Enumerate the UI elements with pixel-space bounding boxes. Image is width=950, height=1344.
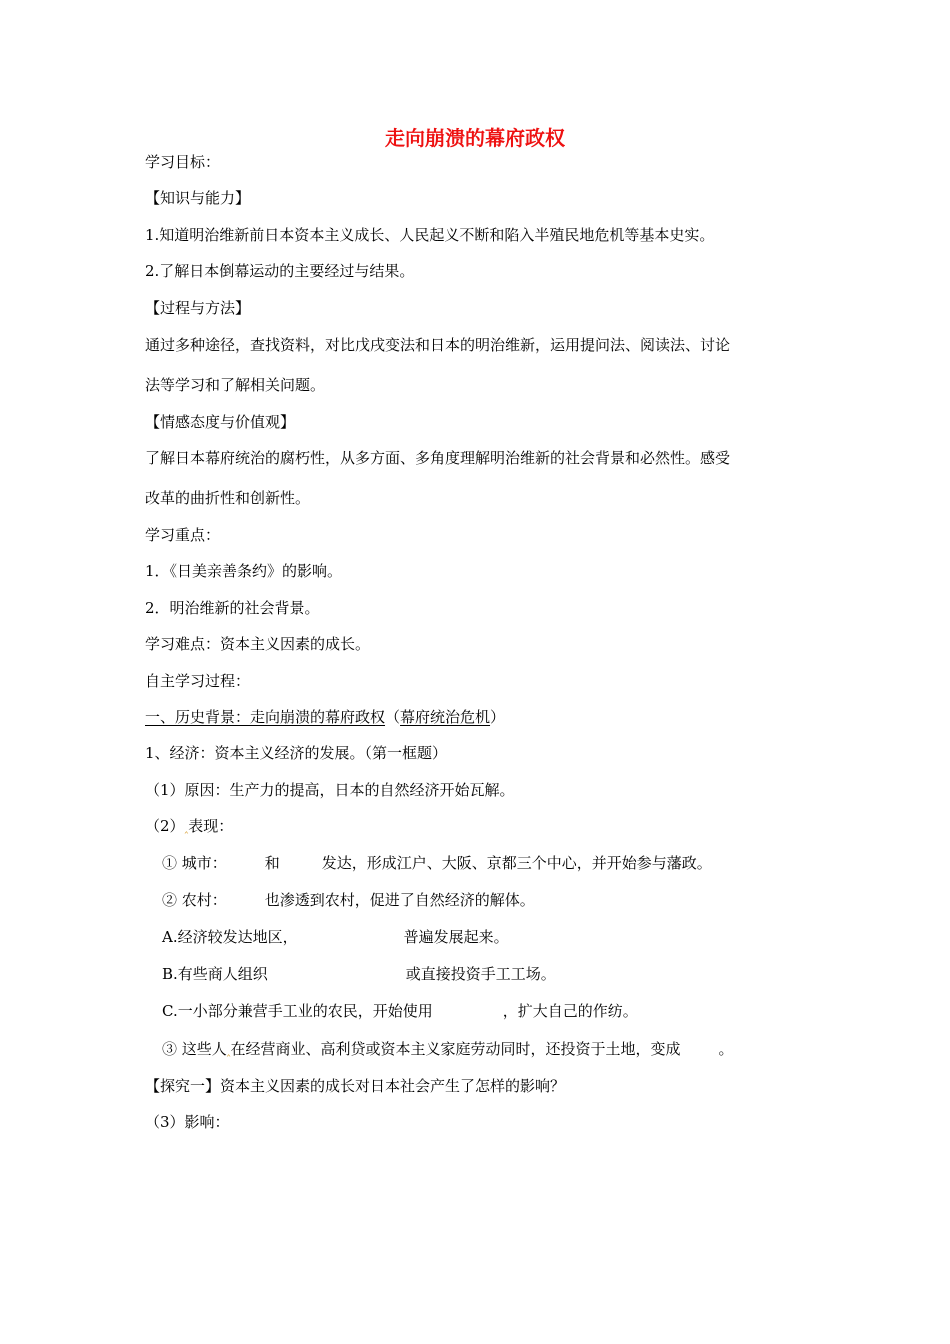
people-middle: 在经营商业、高利贷或资本主义家庭劳动同时，还投资于土地，变成 [230,1040,681,1058]
attitude-heading: 【情感态度与价值观】 [145,413,296,431]
process-line-1: 通过多种途径，查找资料，对比戊戌变法和日本的明治维新，运用提问法、阅读法、讨论 [145,336,731,354]
insert-mark-icon: ‸ [184,821,189,834]
manifest-line [145,816,233,838]
process-line-2: 法等学习和了解相关问题。 [145,376,326,394]
explore-question: 【探究一】资本主义因素的成长对日本社会产生了怎样的影响？ [145,1077,566,1095]
rural-line [162,890,535,910]
objectives-heading: 学习目标： [145,153,221,171]
item-b-line [162,964,556,984]
item-b-start: B.有些商人组织 [162,965,268,983]
self-study-heading: 自主学习过程： [145,672,251,690]
knowledge-heading: 【知识与能力】 [145,189,251,207]
knowledge-item-2: 2.了解日本倒幕运动的主要经过与结果。 [145,262,415,280]
attitude-line-2: 改革的曲折性和创新性。 [145,489,311,507]
people-line [162,1039,734,1061]
section-1-paren-close: ） [490,708,506,726]
item-a-start: A.经济较发达地区， [162,928,298,946]
knowledge-item-1: 1.知道明治维新前日本资本主义成长、人民起义不断和陷入半殖民地危机等基本史实。 [145,226,715,244]
document-title: 走向崩溃的幕府政权 [385,126,565,150]
impact-line: （3）影响： [145,1113,230,1131]
attitude-line-1: 了解日本幕府统治的腐朽性，从多方面、多角度理解明治维新的社会背景和必然性。感受 [145,449,731,467]
difficulty: 学习难点：资本主义因素的成长。 [145,635,371,653]
process-heading: 【过程与方法】 [145,299,251,317]
reason-line: （1）原因：生产力的提高，日本的自然经济开始瓦解。 [145,781,515,799]
people-end: 。 [718,1040,734,1058]
section-1-heading [145,707,505,727]
item-c-end: ，扩大自己的作纺。 [502,1002,638,1020]
city-and: 和 [264,854,280,872]
key-point-2: 2．明治维新的社会背景。 [145,599,320,617]
city-line [162,853,712,873]
rural-label: ② 农村： [162,891,227,909]
people-start: ③ 这些人 [162,1040,227,1058]
item-a-line [162,927,509,947]
city-rest: 发达，形成江户、大阪、京都三个中心，并开始参与藩政。 [321,854,712,872]
section-1-title: 一、历史背景：走向崩溃的幕府政权 [145,708,386,726]
item-b-end: 或直接投资手工工场。 [405,965,556,983]
rural-rest: 也渗透到农村，促进了自然经济的解体。 [264,891,535,909]
manifest-number: （2） [145,817,185,835]
item-c-start: C.一小部分兼营手工业的农民，开始使用 [162,1002,433,1020]
section-1-subtitle: 幕府统治危机 [400,708,491,726]
key-points-heading: 学习重点： [145,526,221,544]
item-c-line [162,1001,638,1021]
key-point-1: 1．《日美亲善条约》的影响。 [145,562,343,580]
insert-mark-icon: ‸ [226,1044,231,1057]
manifest-label: 表现： [188,817,234,835]
item-a-end: 普遍发展起来。 [403,928,509,946]
city-label: ① 城市： [162,854,227,872]
economy-line: 1、经济：资本主义经济的发展。（第一框题） [145,744,448,762]
section-1-paren-open: （ [385,708,401,726]
